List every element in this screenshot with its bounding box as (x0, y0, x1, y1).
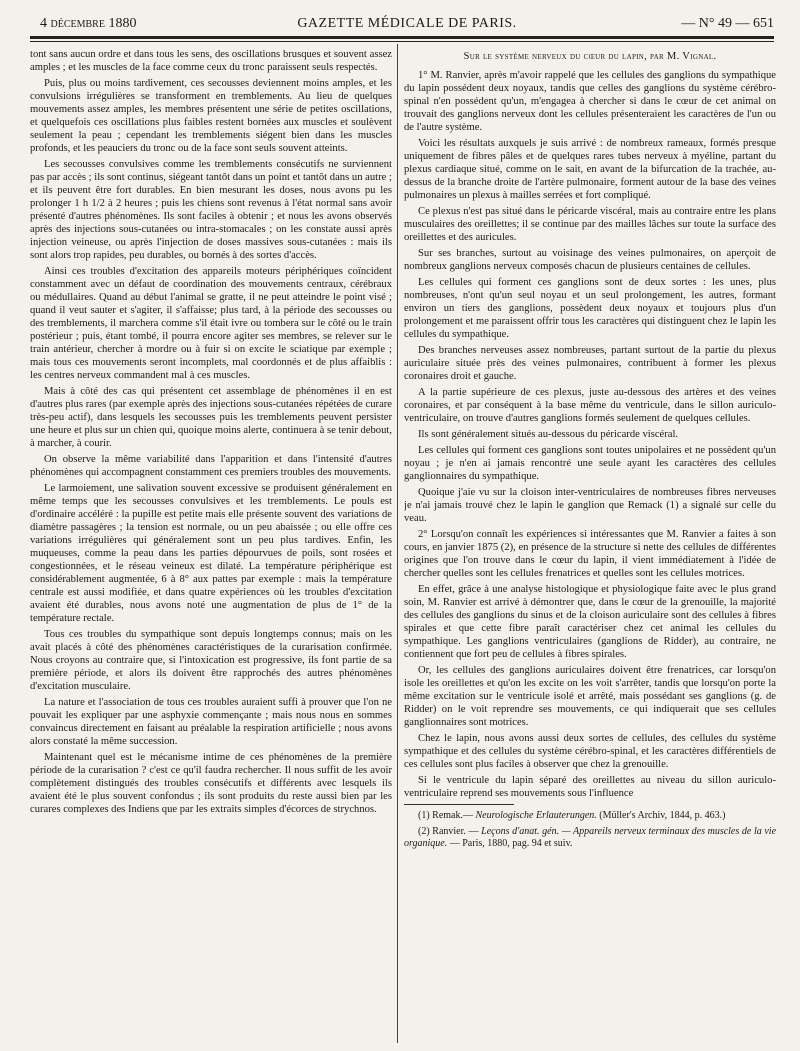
footnote (404, 810, 776, 823)
right-paragraph: En effet, grâce à une analyse histologique et physiologique faite avec le plus grand soin, M. Ranvier est arrivé à démontrer que, dans le cœur de la grenouille, la majorité des cellules des ganglions du sinus et de la cloison auriculaire sont des cellules à fibres spirales et que cette fibre paraît caractériser chez cet animal les cellules du sympathique. Les ganglions ventriculaires (ganglions de Ridder), au contraire, ne contiennent que fort peu de cellules à fibres spirales. (404, 584, 776, 660)
header-rule (30, 36, 774, 42)
left-paragraph: La nature et l'association de tous ces troubles auraient suffi à prouver que l'on ne pouvait les expliquer par une asphyxie commençante ; mais nous nous en sommes convaincus directement en faisant au préalable la respiration artificielle ; nous avons alors constaté la même succession. (30, 697, 392, 747)
right-paragraph: Si le ventricule du lapin séparé des oreillettes au niveau du sillon auriculo-ventriculaire reprend ses mouvements sous l'influence (404, 775, 776, 799)
left-paragraph: Maintenant quel est le mécanisme intime de ces phénomènes de la première période de la curarisation ? c'est ce qu'il faudra rechercher. Il nous suffit de les avoir complètement distingués des troubles consécutifs et différents avec lesquels ils avaient été le plus souvent confondus ; ils sont produits du reste aussi bien par les curares complexes des Indiens que par les extraits simples d'écorces de strychnos. (30, 752, 392, 815)
footnote-source: (Müller's Archiv, 1844, p. 463.) (596, 810, 726, 821)
right-paragraph: Des branches nerveuses assez nombreuses, partant surtout de la partie du plexus auriculaire située près des veines pulmonaires, contribuent à former les plexus coronaires droit et gauche. (404, 345, 776, 382)
left-paragraph: Ainsi ces troubles d'excitation des appareils moteurs périphériques coïncident constamment avec un défaut de coordination des mouvements centraux, cérébraux ou médullaires. Quand au début l'animal se gratte, il ne peut atteindre le point visé ; quand il veut sauter et s'agiter, il s'affaisse; plus tard, à la période des secousses ou des tremblements, il marchera comme s'il était ivre ou tombera sur le côté ou le train postérieur ; puis, étant tombé, il pourra encore agiter ses membres, se relever sur le train antérieur, chercher à mordre ou à fuir si on excite le sciatique par exemple ; mais tous ces mouvements seront incomplets, mal coordonnés et de plus affaiblis : les centres nerveux commandent mal à ces muscles. (30, 266, 392, 381)
footnote-source: — Paris, 1880, pag. 94 et suiv. (447, 838, 573, 849)
left-paragraph: Les secousses convulsives comme les tremblements consécutifs ne surviennent pas par accès ; ils sont continus, siégeant tantôt dans un point et tantôt dans un autre ; et ils peuvent être fort durables. En bien mesurant les doses, nous avons pu les prolonger 1 h 1/2 à 2 heures ; puis les chiens sont revenus à l'état normal sans avoir présenté d'autres phénomènes. Ils sont faciles à obtenir ; et nous les avons observés après des injections sous-cutanées ou intra-stomacales ; on les constate aussi après injection veineuse, ou après l'injection de doses massives sous-cutanées : mais ils sont alors trop rapides, peu durables, ou bornés à des sortes d'accès. (30, 159, 392, 261)
column-divider (397, 44, 398, 1043)
right-paragraph: Quoique j'aie vu sur la cloison inter-ventriculaires de nombreuses fibres nerveuses je n'ai jamais trouvé chez le lapin le ganglion que Remack (1) a signalé sur celle du veau. (404, 487, 776, 524)
right-paragraph: 1° M. Ranvier, après m'avoir rappelé que les cellules des ganglions du sympathique du lapin possédent deux noyaux, tandis que celles des ganglions du système cérébro-spinal n'en possédent qu'un, m'engagea à chercher si dans le cœur de cet animal on trouvait des ganglions nerveux dont les cellules présenteraient les caractères de l'un ou de l'autre système. (404, 70, 776, 133)
right-paragraph: A la partie supérieure de ces plexus, juste au-dessous des artères et des veines coronaires, et par conséquent à la base même du ventricule, dans le sillon auriculo-ventriculaire, on trouve d'autres ganglions formés seulement de quelques cellules. (404, 387, 776, 424)
left-paragraph: On observe la même variabilité dans l'apparition et dans l'intensité d'autres phénomènes qui accompagnent constamment ces premiers troubles des mouvements. (30, 454, 392, 478)
left-paragraph: tont sans aucun ordre et dans tous les sens, des oscillations brusques et souvent assez amples ; et les muscles de la face comme ceux du tronc paraissent seuls respectés. (30, 49, 392, 73)
right-paragraph: 2° Lorsqu'on connaît les expériences si intéressantes que M. Ranvier a faites à son cours, en janvier 1875 (2), en présence de la structure si nette des cellules de différentes origines que l'on trouve dans le cœur du lapin, il vient immédiatement à l'idée de chercher quelles sont les cellules frenatrices et quelles sont les cellules motrices. (404, 529, 776, 579)
right-paragraph: Ce plexus n'est pas situé dans le péricarde viscéral, mais au contraire entre les plans musculaires des oreillettes; il se continue par des mailles lâches sur toute la surface des oreillettes et des auricules. (404, 206, 776, 243)
left-paragraph: Mais à côté des cas qui présentent cet assemblage de phénomènes il en est d'autres plus rares (par exemple après des injections sous-cutanées répétées de curare très-peu actif), dans lesquels les secousses puis les tremblements peuvent persister une heure et plus sur un chien qui, quoique moins alerte, continuera à se tenir debout, à marcher, à courir. (30, 386, 392, 449)
footnote (404, 826, 776, 851)
footnote-title: Neurologische Erlauterungen. (475, 810, 597, 821)
left-column (30, 48, 392, 1043)
right-paragraph: Voici les résultats auxquels je suis arrivé : de nombreux rameaux, formés presque uniquement de fibres pâles et de quelques rares tubes nerveux à myéline, partant du plexus cardiaque situé, comme on le sait, en avant de la bifurcation de la trachée, au-dessus de la branche droite de l'artère pulmonaire, forment autour de la base des veines pulmonaires un plexus à mailles serrées et fort compliqué. (404, 138, 776, 201)
right-paragraph: Ils sont généralement situés au-dessous du péricarde viscéral. (418, 429, 679, 440)
right-paragraph: Or, les cellules des ganglions auriculaires doivent être frenatrices, car lorsqu'on isole les oreillettes et qu'on les excite on les voit s'arrêter, tandis que lorsqu'on porte la même excitation sur le ventricule isolé et arrêté, mais possédant ses ganglions (g. de Ridder) on le voit reprendre ses mouvements, ce qui indiquerait que ses cellules ganglionnaires sont motrices. (404, 665, 776, 728)
article-title: Sur le système nerveux du cœur du lapin, par M. Vignal. (463, 51, 717, 62)
right-paragraph: Les cellules qui forment ces ganglions sont toutes unipolaires et ne possèdent qu'un noyau ; je n'en ai jamais rencontré une seule ayant les caractères des cellules ganglionnaires du sympathique. (404, 445, 776, 482)
right-paragraph: Chez le lapin, nous avons aussi deux sortes de cellules, des cellules du système sympathique et des cellules du système cérébro-spinal, et les caractères différentiels de ces cellules sont plus faciles à observer que chez la grenouille. (404, 733, 776, 770)
left-paragraph: Tous ces troubles du sympathique sont depuis longtemps connus; mais on les avait placés à côté des phénomènes caractéristiques de la curarisation confirmée. Nous croyons au contraire que, si l'intoxication est progressive, ils font partie de sa première période, et alors ils doivent être rapprochés des autres phénomènes d'excitation musculaire. (30, 629, 392, 692)
footnote-title: Leçons d'anat. gén. — Appareils nerveux terminaux des muscles de la vie organique. (404, 825, 776, 849)
left-paragraph: Le larmoiement, une salivation souvent excessive se produisent généralement en même temps que les secousses convulsives et les tremblements. Le pouls est d'ordinaire accéléré : la pupille est petite mais elle présente souvent des variations de diamètre passagères ; la tension est normale, ou un peu abaissée ; ou elle offre ces variations irrégulières qui généralement sont un peu plus tardives. Enfin, les muqueuses, comme la peau dans les parties dépourvues de poils, sont rosées et congestionnées, et le réseau veineux est dilaté. La température périphérique est considérablement augmentée, 6 à 8° aux pattes par exemple : mais la température centrale est aussi modifiée, et dans quatre expériences où les troubles d'excitation avaient été durables, nous avons noté une augmentation de plus de 1° de la température rectale. (30, 483, 392, 624)
footnote-rule (404, 804, 514, 805)
left-paragraph: Puis, plus ou moins tardivement, ces secousses deviennent moins amples, et les convulsions irrégulières se transforment en tremblements. Au lieu de quelques mouvements assez amples, les membres présentent une série de petites oscillations, et quelquefois ces oscillations plus faibles restent bornées aux muscles et soulèvent seulement la peau ; cependant les tremblements siégent bien dans les muscles profonds, et les peauciers du tronc ou de la face sont seuls souvent atteints. (30, 78, 392, 154)
right-paragraph: Sur ses branches, surtout au voisinage des veines pulmonaires, on aperçoit de nombreux ganglions nerveux composés chacun de plusieurs centaines de cellules. (404, 248, 776, 272)
footnote-marker: (2) Ranvier. — (418, 825, 482, 837)
right-column (404, 48, 776, 1043)
issue-page-number: — N° 49 — 651 (681, 16, 774, 31)
journal-title: GAZETTE MÉDICALE DE PARIS. (297, 16, 517, 31)
page-header (40, 14, 774, 36)
right-paragraph: Les cellules qui forment ces ganglions sont de deux sortes : les unes, plus nombreuses, n'ont qu'un seul noyau et un seul prolongement, les autres, formant environ un tiers des ganglions, possèdent deux noyaux et toujours plus d'un prolongement et me paraissent offrir tous les caractères qui distinguent chez le lapin les cellules du sympathique. (404, 277, 776, 340)
issue-date: 4 décembre 1880 (40, 16, 137, 31)
footnote-marker: (1) Remak.— (418, 810, 476, 821)
